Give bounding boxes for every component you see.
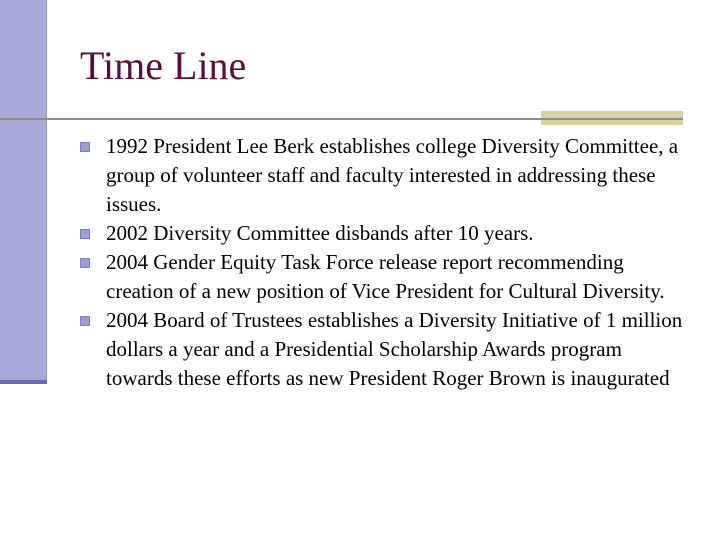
- square-bullet-icon: [80, 142, 90, 152]
- title-accent-block-lower: [541, 120, 683, 125]
- left-accent-bar: [0, 0, 47, 384]
- bullet-text: 2004 Gender Equity Task Force release report recommending creation of a new position of Vice President for Cultural Diversity.: [106, 250, 665, 303]
- bullet-item: [80, 219, 690, 248]
- title-accent-block: [541, 111, 683, 118]
- bullet-list: [80, 132, 690, 393]
- bullet-text: 2002 Diversity Committee disbands after 10 years.: [106, 221, 534, 245]
- bullet-item: [80, 132, 690, 219]
- bullet-item: [80, 306, 690, 393]
- slide-title: Time Line: [80, 43, 247, 88]
- bullet-item: [80, 248, 690, 306]
- left-accent-bar-shadow: [0, 380, 47, 384]
- bullet-text: 1992 President Lee Berk establishes college Diversity Committee, a group of volunteer staff and faculty interested in addressing these issues.: [106, 134, 679, 216]
- square-bullet-icon: [80, 229, 90, 239]
- square-bullet-icon: [80, 316, 90, 326]
- bullet-text: 2004 Board of Trustees establishes a Diversity Initiative of 1 million dollars a year and a Presidential Scholarship Awards program towards these efforts as new President Roger Brown is inaugurated: [106, 308, 683, 390]
- square-bullet-icon: [80, 258, 90, 268]
